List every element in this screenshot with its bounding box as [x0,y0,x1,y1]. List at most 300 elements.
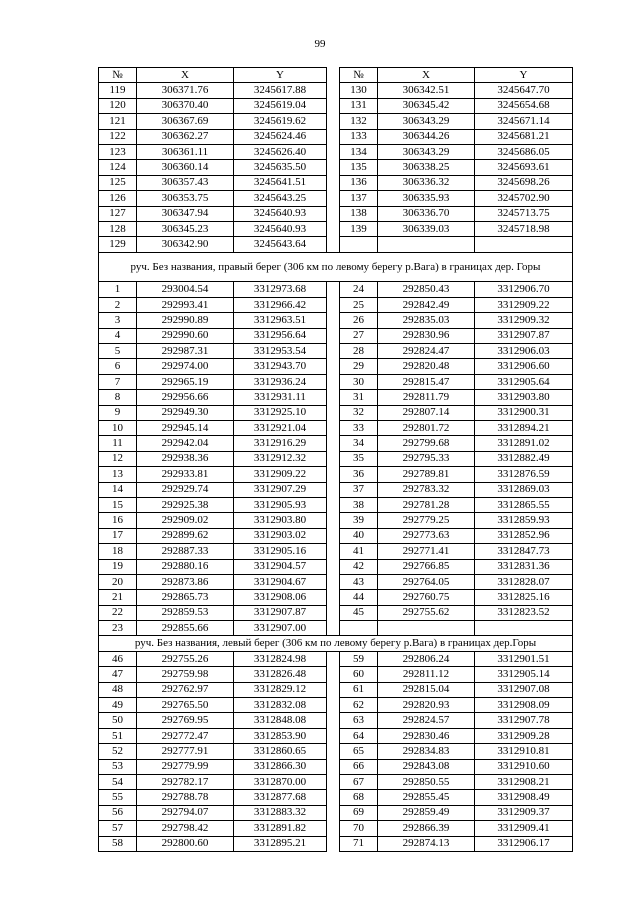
x-coordinate: 292929.74 [137,482,234,497]
point-number: 60 [340,667,378,682]
point-number: 15 [99,497,137,512]
point-number: 123 [99,144,137,159]
x-coordinate: 292807.14 [378,405,475,420]
table-row [99,651,573,666]
y-coordinate: 3245640.93 [234,221,327,236]
y-coordinate: 3312832.08 [234,698,327,713]
table-row [99,744,573,759]
x-coordinate: 306336.70 [378,206,475,221]
y-coordinate: 3245702.90 [475,191,573,206]
point-number: 22 [99,605,137,620]
table-row [99,359,573,374]
column-gap [327,129,340,144]
point-number: 62 [340,698,378,713]
point-number: 1 [99,282,137,297]
x-coordinate: 292820.93 [378,698,475,713]
column-gap [327,836,340,851]
point-number: 126 [99,191,137,206]
y-coordinate: 3312906.17 [475,836,573,851]
table-row [99,436,573,451]
point-number: 49 [99,698,137,713]
point-number: 71 [340,836,378,851]
x-coordinate: 292820.48 [378,359,475,374]
point-number: 130 [340,83,378,98]
point-number: 48 [99,682,137,697]
x-coordinate: 292850.43 [378,282,475,297]
table-row [99,451,573,466]
x-coordinate: 306336.32 [378,175,475,190]
table-row [99,328,573,343]
column-gap [327,821,340,836]
table-row [99,667,573,682]
table-row [99,297,573,312]
y-coordinate: 3312905.16 [234,544,327,559]
point-number: 134 [340,144,378,159]
point-number: 7 [99,374,137,389]
column-gap [327,359,340,374]
point-number: 10 [99,421,137,436]
point-number: 41 [340,544,378,559]
y-coordinate: 3312905.93 [234,497,327,512]
column-gap [327,390,340,405]
column-gap [327,651,340,666]
table-row [99,821,573,836]
y-coordinate: 3312953.54 [234,344,327,359]
column-gap [327,698,340,713]
y-coordinate: 3312973.68 [234,282,327,297]
x-coordinate: 292956.66 [137,390,234,405]
x-coordinate: 292909.02 [137,513,234,528]
point-number: 63 [340,713,378,728]
point-number: 9 [99,405,137,420]
y-coordinate: 3312909.22 [234,467,327,482]
column-gap [327,590,340,605]
y-coordinate: 3312908.21 [475,774,573,789]
point-number: 11 [99,436,137,451]
point-number: 68 [340,790,378,805]
column-gap [327,237,340,252]
point-number: 23 [99,621,137,636]
x-coordinate: 292942.04 [137,436,234,451]
column-gap [327,297,340,312]
point-number: 45 [340,605,378,620]
x-coordinate: 292949.30 [137,405,234,420]
x-coordinate: 292806.24 [378,651,475,666]
y-coordinate: 3312907.87 [234,605,327,620]
header-number-left: № [99,68,137,83]
y-coordinate: 3312876.59 [475,467,573,482]
point-number: 14 [99,482,137,497]
column-gap [327,160,340,175]
x-coordinate: 292830.96 [378,328,475,343]
table-row [99,605,573,620]
block-2 [99,282,573,636]
table-row [99,482,573,497]
header-y-left: Y [234,68,327,83]
point-number: 139 [340,221,378,236]
y-coordinate: 3312906.03 [475,344,573,359]
y-coordinate: 3245617.88 [234,83,327,98]
point-number: 32 [340,405,378,420]
y-coordinate: 3312904.67 [234,574,327,589]
y-coordinate: 3312882.49 [475,451,573,466]
y-coordinate: 3312903.02 [234,528,327,543]
table-row [99,528,573,543]
table-row [99,114,573,129]
x-coordinate: 292759.98 [137,667,234,682]
x-coordinate: 292865.73 [137,590,234,605]
y-coordinate: 3245713.75 [475,206,573,221]
x-coordinate: 292945.14 [137,421,234,436]
y-coordinate: 3312904.57 [234,559,327,574]
x-coordinate: 292933.81 [137,467,234,482]
point-number: 55 [99,790,137,805]
y-coordinate: 3245635.50 [234,160,327,175]
point-number: 61 [340,682,378,697]
column-gap [327,206,340,221]
point-number: 25 [340,297,378,312]
x-coordinate: 292811.79 [378,390,475,405]
x-coordinate: 292834.83 [378,744,475,759]
section-2-title: руч. Без названия, правый берег (306 км по левому берегу р.Вага) в границах дер. Горы [99,252,573,282]
point-number: 33 [340,421,378,436]
x-coordinate: 292764.05 [378,574,475,589]
point-number: 122 [99,129,137,144]
point-number: 17 [99,528,137,543]
x-coordinate: 292789.81 [378,467,475,482]
table-row [99,836,573,851]
header-number-right: № [340,68,378,83]
x-coordinate: 306362.27 [137,129,234,144]
point-number: 67 [340,774,378,789]
y-coordinate: 3245671.14 [475,114,573,129]
column-gap [327,774,340,789]
y-coordinate: 3312907.00 [234,621,327,636]
point-number: 29 [340,359,378,374]
y-coordinate: 3312891.82 [234,821,327,836]
point-number: 2 [99,297,137,312]
table-row [99,590,573,605]
y-coordinate: 3312910.60 [475,759,573,774]
point-number: 37 [340,482,378,497]
x-coordinate: 292824.47 [378,344,475,359]
y-coordinate: 3312908.06 [234,590,327,605]
table-row [99,682,573,697]
point-number: 54 [99,774,137,789]
x-coordinate: 292824.57 [378,713,475,728]
column-gap [327,713,340,728]
x-coordinate: 306342.51 [378,83,475,98]
y-coordinate: 3312906.60 [475,359,573,374]
table-row [99,313,573,328]
point-number: 127 [99,206,137,221]
table-row [99,728,573,743]
table-row [99,221,573,236]
table-row [99,344,573,359]
point-number: 44 [340,590,378,605]
y-coordinate [475,621,573,636]
y-coordinate: 3312883.32 [234,805,327,820]
y-coordinate: 3312823.52 [475,605,573,620]
y-coordinate: 3312877.68 [234,790,327,805]
column-gap [327,98,340,113]
y-coordinate: 3312903.80 [475,390,573,405]
table-row [99,790,573,805]
x-coordinate: 292811.12 [378,667,475,682]
y-coordinate: 3312908.09 [475,698,573,713]
section-3-title: руч. Без названия, левый берег (306 км по левому берегу р.Вага) в границах дер.Горы [99,636,573,651]
point-number: 119 [99,83,137,98]
point-number: 128 [99,221,137,236]
point-number: 58 [99,836,137,851]
x-coordinate: 292783.32 [378,482,475,497]
x-coordinate: 306338.25 [378,160,475,175]
y-coordinate: 3245654.68 [475,98,573,113]
y-coordinate: 3245686.05 [475,144,573,159]
column-gap [327,175,340,190]
table-row [99,621,573,636]
y-coordinate: 3245693.61 [475,160,573,175]
x-coordinate: 306360.14 [137,160,234,175]
y-coordinate: 3312870.00 [234,774,327,789]
x-coordinate: 292990.60 [137,328,234,343]
x-coordinate: 292795.33 [378,451,475,466]
point-number: 138 [340,206,378,221]
x-coordinate: 292755.62 [378,605,475,620]
column-gap [327,497,340,512]
x-coordinate: 306339.03 [378,221,475,236]
y-coordinate: 3312916.29 [234,436,327,451]
table-row [99,698,573,713]
point-number: 20 [99,574,137,589]
column-gap [327,467,340,482]
x-coordinate: 292855.45 [378,790,475,805]
y-coordinate: 3312828.07 [475,574,573,589]
x-coordinate: 306344.26 [378,129,475,144]
x-coordinate: 292773.63 [378,528,475,543]
column-gap [327,83,340,98]
y-coordinate: 3312826.48 [234,667,327,682]
x-coordinate: 292974.00 [137,359,234,374]
x-coordinate: 292762.97 [137,682,234,697]
x-coordinate: 292873.86 [137,574,234,589]
y-coordinate: 3312910.81 [475,744,573,759]
point-number: 133 [340,129,378,144]
column-gap [327,405,340,420]
table-row [99,191,573,206]
x-coordinate: 306347.94 [137,206,234,221]
table-row [99,559,573,574]
column-gap [327,221,340,236]
x-coordinate: 292938.36 [137,451,234,466]
point-number: 131 [340,98,378,113]
y-coordinate: 3245619.04 [234,98,327,113]
column-gap [327,667,340,682]
y-coordinate: 3312901.51 [475,651,573,666]
x-coordinate: 292779.99 [137,759,234,774]
x-coordinate: 306370.40 [137,98,234,113]
point-number: 39 [340,513,378,528]
column-gap [327,605,340,620]
y-coordinate: 3245698.26 [475,175,573,190]
y-coordinate: 3312931.11 [234,390,327,405]
x-coordinate: 292782.17 [137,774,234,789]
column-gap [327,805,340,820]
x-coordinate: 292799.68 [378,436,475,451]
x-coordinate: 306345.42 [378,98,475,113]
y-coordinate: 3312921.04 [234,421,327,436]
x-coordinate: 306367.69 [137,114,234,129]
x-coordinate: 292760.75 [378,590,475,605]
x-coordinate: 292842.49 [378,297,475,312]
section-row [99,252,573,282]
x-coordinate [378,237,475,252]
y-coordinate: 3312905.64 [475,374,573,389]
table-row [99,513,573,528]
column-gap [327,191,340,206]
x-coordinate: 292925.38 [137,497,234,512]
y-coordinate: 3245718.98 [475,221,573,236]
table-row [99,574,573,589]
x-coordinate: 292855.66 [137,621,234,636]
y-coordinate: 3312909.41 [475,821,573,836]
table-row [99,129,573,144]
y-coordinate: 3245681.21 [475,129,573,144]
column-gap [327,759,340,774]
block-3 [99,651,573,851]
header-x-right: X [378,68,475,83]
point-number: 24 [340,282,378,297]
y-coordinate: 3312909.32 [475,313,573,328]
column-gap [327,482,340,497]
header-y-right: Y [475,68,573,83]
point-number: 132 [340,114,378,129]
y-coordinate: 3312860.65 [234,744,327,759]
x-coordinate: 292859.53 [137,605,234,620]
y-coordinate: 3312866.30 [234,759,327,774]
point-number: 64 [340,728,378,743]
table-row [99,98,573,113]
point-number: 136 [340,175,378,190]
table-row [99,497,573,512]
point-number: 12 [99,451,137,466]
y-coordinate: 3245647.70 [475,83,573,98]
block-1 [99,83,573,252]
point-number [340,237,378,252]
point-number: 27 [340,328,378,343]
coordinates-table [98,67,573,852]
column-gap [327,744,340,759]
x-coordinate [378,621,475,636]
point-number: 43 [340,574,378,589]
table-row [99,421,573,436]
y-coordinate: 3245624.46 [234,129,327,144]
point-number: 65 [340,744,378,759]
section-row [99,636,573,651]
y-coordinate: 3312966.42 [234,297,327,312]
y-coordinate: 3312936.24 [234,374,327,389]
point-number: 28 [340,344,378,359]
point-number: 6 [99,359,137,374]
y-coordinate: 3312905.14 [475,667,573,682]
point-number: 53 [99,759,137,774]
x-coordinate: 306343.29 [378,114,475,129]
point-number: 5 [99,344,137,359]
x-coordinate: 306353.75 [137,191,234,206]
column-gap [327,313,340,328]
table-row [99,544,573,559]
x-coordinate: 306345.23 [137,221,234,236]
table-row [99,374,573,389]
x-coordinate: 292899.62 [137,528,234,543]
column-gap [327,421,340,436]
y-coordinate: 3312909.28 [475,728,573,743]
y-coordinate: 3312825.16 [475,590,573,605]
y-coordinate: 3312853.90 [234,728,327,743]
page-number: 99 [314,38,326,50]
x-coordinate: 292866.39 [378,821,475,836]
x-coordinate: 292798.42 [137,821,234,836]
y-coordinate: 3312925.10 [234,405,327,420]
column-gap [327,114,340,129]
table-row [99,206,573,221]
x-coordinate: 292835.03 [378,313,475,328]
y-coordinate: 3312909.22 [475,297,573,312]
x-coordinate: 292815.04 [378,682,475,697]
point-number: 50 [99,713,137,728]
y-coordinate: 3312865.55 [475,497,573,512]
point-number: 69 [340,805,378,820]
y-coordinate: 3312963.51 [234,313,327,328]
y-coordinate: 3312956.64 [234,328,327,343]
x-coordinate: 292880.16 [137,559,234,574]
point-number: 18 [99,544,137,559]
x-coordinate: 292874.13 [378,836,475,851]
point-number: 38 [340,497,378,512]
point-number: 13 [99,467,137,482]
table-row [99,405,573,420]
point-number: 129 [99,237,137,252]
x-coordinate: 292781.28 [378,497,475,512]
point-number: 46 [99,651,137,666]
point-number: 52 [99,744,137,759]
point-number [340,621,378,636]
x-coordinate: 292794.07 [137,805,234,820]
column-gap [327,790,340,805]
y-coordinate: 3312852.96 [475,528,573,543]
x-coordinate: 293004.54 [137,282,234,297]
x-coordinate: 306357.43 [137,175,234,190]
point-number: 135 [340,160,378,175]
y-coordinate: 3312907.08 [475,682,573,697]
point-number: 8 [99,390,137,405]
point-number: 42 [340,559,378,574]
table-row [99,160,573,175]
x-coordinate: 292830.46 [378,728,475,743]
y-coordinate: 3312829.12 [234,682,327,697]
column-gap [327,682,340,697]
table-row [99,83,573,98]
x-coordinate: 306335.93 [378,191,475,206]
point-number: 21 [99,590,137,605]
y-coordinate [475,237,573,252]
point-number: 121 [99,114,137,129]
point-number: 66 [340,759,378,774]
y-coordinate: 3312848.08 [234,713,327,728]
y-coordinate: 3312895.21 [234,836,327,851]
column-gap [327,574,340,589]
table-row [99,282,573,297]
